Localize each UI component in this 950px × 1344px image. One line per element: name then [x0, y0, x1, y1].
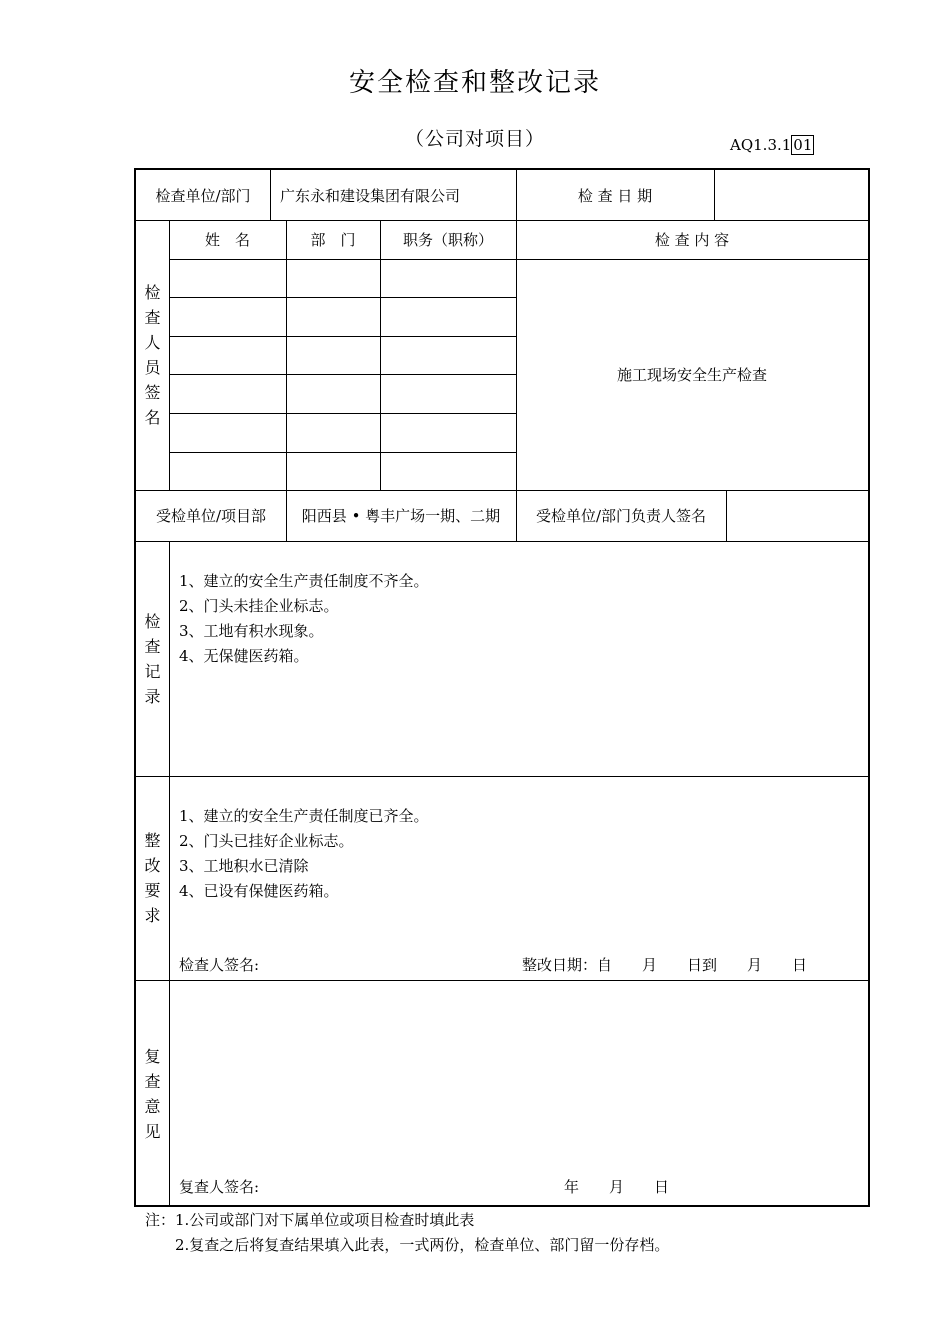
responsible-signature-label: 受检单位/部门负责人签名 [535, 507, 707, 525]
inspector-signature-label: 检查人签名: [179, 956, 260, 974]
side-char: 名 [144, 408, 161, 427]
col-line-header-1 [270, 170, 271, 220]
col-line-side-lower [169, 541, 170, 1207]
side-char: 人 [144, 333, 161, 352]
record-list [179, 569, 429, 669]
inspection-date-label: 检 查 日 期 [577, 186, 653, 205]
side-char: 改 [144, 856, 161, 875]
column-header-content: 检 查 内 容 [654, 231, 730, 249]
row-line-grid [169, 336, 516, 337]
footnote-1: 注：1.公司或部门对下属单位或项目检查时填此表 [145, 1211, 475, 1229]
side-char: 意 [144, 1096, 161, 1116]
inspectors-side-label [136, 220, 169, 490]
inspecting-unit-label: 检查单位/部门 [155, 186, 251, 205]
record-item: 2、门头未挂企业标志。 [179, 597, 339, 615]
record-side-label [136, 541, 169, 776]
row-line-inspected-end [136, 541, 868, 542]
side-char: 检 [144, 611, 161, 631]
inspection-date-value[interactable] [714, 170, 868, 220]
column-header-department: 部 门 [310, 231, 356, 249]
row-line-grid [169, 374, 516, 375]
reviewer-signature-label: 复查人签名: [179, 1178, 260, 1196]
row-line-grid [169, 452, 516, 453]
document-code [730, 135, 814, 155]
side-char: 员 [144, 358, 161, 377]
footnote-2: 2.复查之后将复查结果填入此表，一式两份，检查单位、部门留一份存档。 [145, 1236, 670, 1254]
side-char: 见 [144, 1121, 161, 1141]
page-subtitle: （公司对项目） [404, 128, 545, 150]
page-title: 安全检查和整改记录 [348, 68, 601, 98]
rectify-item: 4、已设有保健医药箱。 [179, 882, 339, 900]
side-char: 整 [144, 831, 161, 850]
col-line-dept [380, 220, 381, 490]
row-line-rectify-end [136, 980, 868, 981]
inspection-content-value: 施工现场安全生产检查 [616, 366, 767, 384]
side-char: 查 [144, 1071, 161, 1091]
side-char: 查 [144, 308, 161, 327]
side-char: 查 [144, 636, 161, 656]
review-side-label [136, 980, 169, 1207]
record-item: 1、建立的安全生产责任制度不齐全。 [179, 572, 429, 590]
inspected-unit-value: 阳西县 • 粤丰广场一期、二期 [301, 507, 501, 525]
document-code-prefix: AQ1.3.1 [730, 136, 792, 154]
footnotes [145, 1208, 669, 1258]
row-line-record-end [136, 776, 868, 777]
inspecting-unit-value: 广东永和建设集团有限公司 [280, 186, 461, 205]
side-char: 求 [144, 906, 161, 925]
rectify-side-label [136, 776, 169, 980]
row-line-grid [169, 413, 516, 414]
document-code-box: 01 [793, 136, 813, 154]
inspection-form-table [134, 168, 870, 1207]
side-char: 记 [144, 661, 161, 681]
rectify-date-text: 整改日期：自 月 日到 月 日 [522, 956, 808, 974]
side-char: 复 [144, 1046, 161, 1066]
column-header-name: 姓 名 [204, 231, 250, 249]
inspected-unit-label: 受检单位/项目部 [155, 507, 267, 525]
responsible-signature-value[interactable] [726, 490, 868, 541]
rectify-item: 3、工地积水已清除 [179, 857, 309, 875]
rectify-item: 2、门头已挂好企业标志。 [179, 832, 354, 850]
rectify-list [179, 804, 429, 904]
side-char: 录 [144, 686, 161, 706]
col-line-name [286, 220, 287, 490]
side-char: 签 [144, 383, 161, 402]
record-item: 3、工地有积水现象。 [179, 622, 324, 640]
review-date-text: 年 月 日 [564, 1178, 670, 1196]
side-char: 要 [144, 881, 161, 900]
col-line-side-inspectors [169, 220, 170, 490]
row-line-grid [169, 297, 516, 298]
side-char: 检 [144, 283, 161, 302]
column-header-title: 职务（职称） [402, 231, 493, 249]
record-item: 4、无保健医药箱。 [179, 647, 309, 665]
rectify-item: 1、建立的安全生产责任制度已齐全。 [179, 807, 429, 825]
